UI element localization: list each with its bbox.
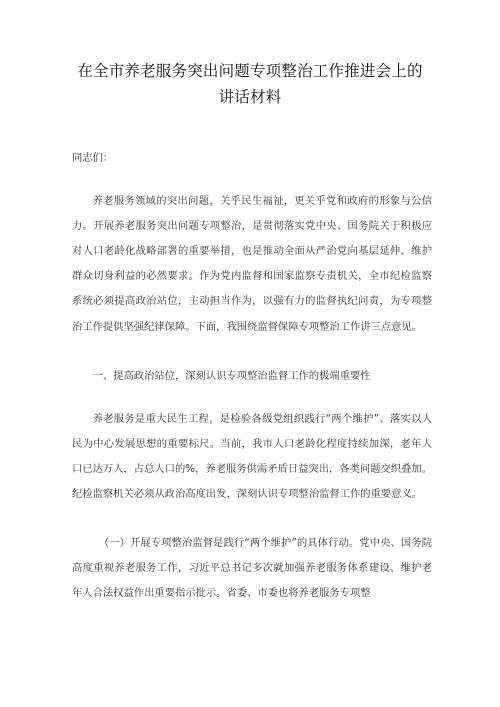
greeting: 同志们： (72, 152, 114, 164)
document-title: 在全市养老服务突出问题专项整治工作推进会上的讲话材料 (77, 62, 423, 106)
section-heading-1: 一、提高政治站位，深刻认识专项整治监督工作的极端重要性 (92, 369, 371, 382)
subsection-1-paragraph: （一）开展专项整治监督是践行“两个维护”的具体行动。党中央、国务院高度重视养老服务工作，习近平总书记多次就加强养老服务体系建设、维护老年人合法权益作出重要指示批示。省委、市委也将养老服务专项整 (72, 537, 432, 600)
document-body (72, 146, 432, 630)
section-1-paragraph: 养老服务是重大民生工程，是检验各级党组织践行“两个维护”、落实以人民为中心发展思想的重要标尺。当前，我市人口老龄化程度持续加深，老年人口已达万人，占总人口的%，养老服务供需矛盾日益突出，各类问题交织叠加。纪检监察机关必须从政治高度出发，深刻认识专项整治监督工作的重要意义。 (72, 412, 432, 501)
intro-paragraph: 养老服务领域的突出问题，关乎民生福祉，更关乎党和政府的形象与公信力。开展养老服务突出问题专项整治，是贯彻落实党中央、国务院关于积极应对人口老龄化战略部署的重要举措，也是推动全面从严治党向基层延伸、维护群众切身利益的必然要求。作为党内监督和国家监察专责机关，全市纪检监察系统必须提高政治站位，主动担当作为，以强有力的监督执纪问责，为专项整治工作提供坚强纪律保障。下面，我围绕监督保障专项整治工作讲三点意见。 (72, 195, 432, 333)
